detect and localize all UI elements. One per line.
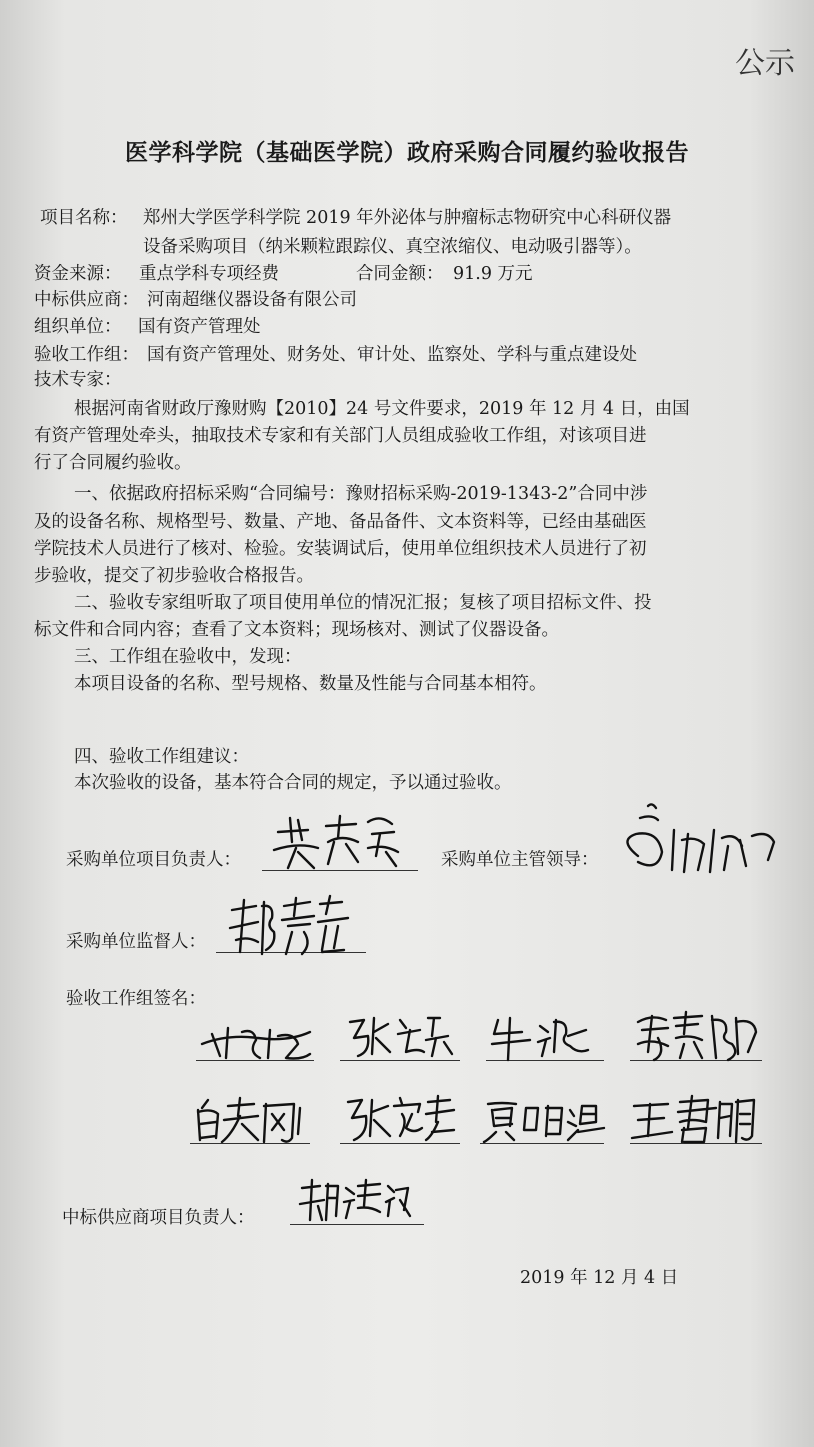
p2-line: 及的设备名称、规格型号、数量、产地、备品备件、文本资料等，已经由基础医 bbox=[34, 512, 647, 532]
group-signature-4 bbox=[632, 1008, 764, 1064]
leader-label: 采购单位主管领导： bbox=[441, 850, 599, 870]
p1-line: 行了合同履约验收。 bbox=[34, 453, 192, 473]
p4-line: 本项目设备的名称、型号规格、数量及性能与合同基本相符。 bbox=[74, 674, 547, 694]
supplier-lead-signature bbox=[296, 1176, 412, 1226]
project-lead-signature bbox=[268, 812, 408, 872]
p3-line: 二、验收专家组听取了项目使用单位的情况汇报；复核了项目招标文件、投 bbox=[74, 593, 652, 613]
supervisor-signature bbox=[226, 892, 356, 962]
funding-value: 重点学科专项经费 bbox=[139, 264, 279, 284]
p2-line: 学院技术人员进行了核对、检验。安装调试后，使用单位组织技术人员进行了初 bbox=[34, 539, 647, 559]
group-label: 验收工作组： bbox=[34, 345, 139, 365]
project-lead-label: 采购单位项目负责人： bbox=[66, 850, 241, 870]
group-sign-label: 验收工作组签名： bbox=[66, 989, 206, 1009]
supplier-lead-label: 中标供应商项目负责人： bbox=[62, 1208, 255, 1228]
group-signature-3 bbox=[488, 1012, 604, 1062]
group-value: 国有资产管理处、财务处、审计处、监察处、学科与重点建设处 bbox=[147, 345, 637, 365]
funding-label: 资金来源： bbox=[34, 264, 122, 284]
p5-line: 四、验收工作组建议： bbox=[74, 747, 249, 767]
group-signature-7 bbox=[482, 1096, 606, 1144]
contract-amount-label: 合同金额： bbox=[356, 264, 444, 284]
project-name-label: 项目名称： bbox=[40, 208, 128, 228]
experts-label: 技术专家： bbox=[34, 370, 122, 390]
p2-line: 步验收，提交了初步验收合格报告。 bbox=[34, 566, 314, 586]
project-name-line1: 郑州大学医学科学院 2019 年外泌体与肿瘤标志物研究中心科研仪器 bbox=[143, 208, 672, 228]
group-signature-6 bbox=[342, 1092, 460, 1144]
group-signature-5 bbox=[192, 1094, 310, 1146]
p5-line: 本次验收的设备，基本符合合同的规定，予以通过验收。 bbox=[74, 773, 512, 793]
p2-line: 一、依据政府招标采购“合同编号：豫财招标采购-2019-1343-2”合同中涉 bbox=[74, 484, 648, 504]
supplier-value: 河南超继仪器设备有限公司 bbox=[147, 290, 357, 310]
page-title: 医学科学院（基础医学院）政府采购合同履约验收报告 bbox=[125, 140, 689, 166]
leader-signature bbox=[618, 800, 788, 880]
report-date: 2019 年 12 月 4 日 bbox=[520, 1268, 679, 1288]
contract-amount-value: 91.9 万元 bbox=[453, 264, 533, 284]
p3-line: 标文件和合同内容；查看了文本资料；现场核对、测试了仪器设备。 bbox=[34, 620, 559, 640]
project-name-line2: 设备采购项目（纳米颗粒跟踪仪、真空浓缩仪、电动吸引器等）。 bbox=[143, 237, 642, 257]
p1-line: 有资产管理处牵头，抽取技术专家和有关部门人员组成验收工作组，对该项目进 bbox=[34, 426, 647, 446]
organizer-label: 组织单位： bbox=[34, 317, 122, 337]
organizer-value: 国有资产管理处 bbox=[138, 317, 261, 337]
p4-line: 三、工作组在验收中，发现： bbox=[74, 647, 302, 667]
supplier-label: 中标供应商： bbox=[34, 290, 139, 310]
corner-handwritten-mark: 公示 bbox=[735, 46, 795, 81]
group-signature-8 bbox=[630, 1092, 764, 1146]
p1-line: 根据河南省财政厅豫财购【2010】24 号文件要求，2019 年 12 月 4 日，由国 bbox=[74, 399, 690, 419]
group-signature-2 bbox=[344, 1012, 460, 1062]
group-signature-1 bbox=[198, 1018, 314, 1062]
supervisor-label: 采购单位监督人： bbox=[66, 932, 206, 952]
